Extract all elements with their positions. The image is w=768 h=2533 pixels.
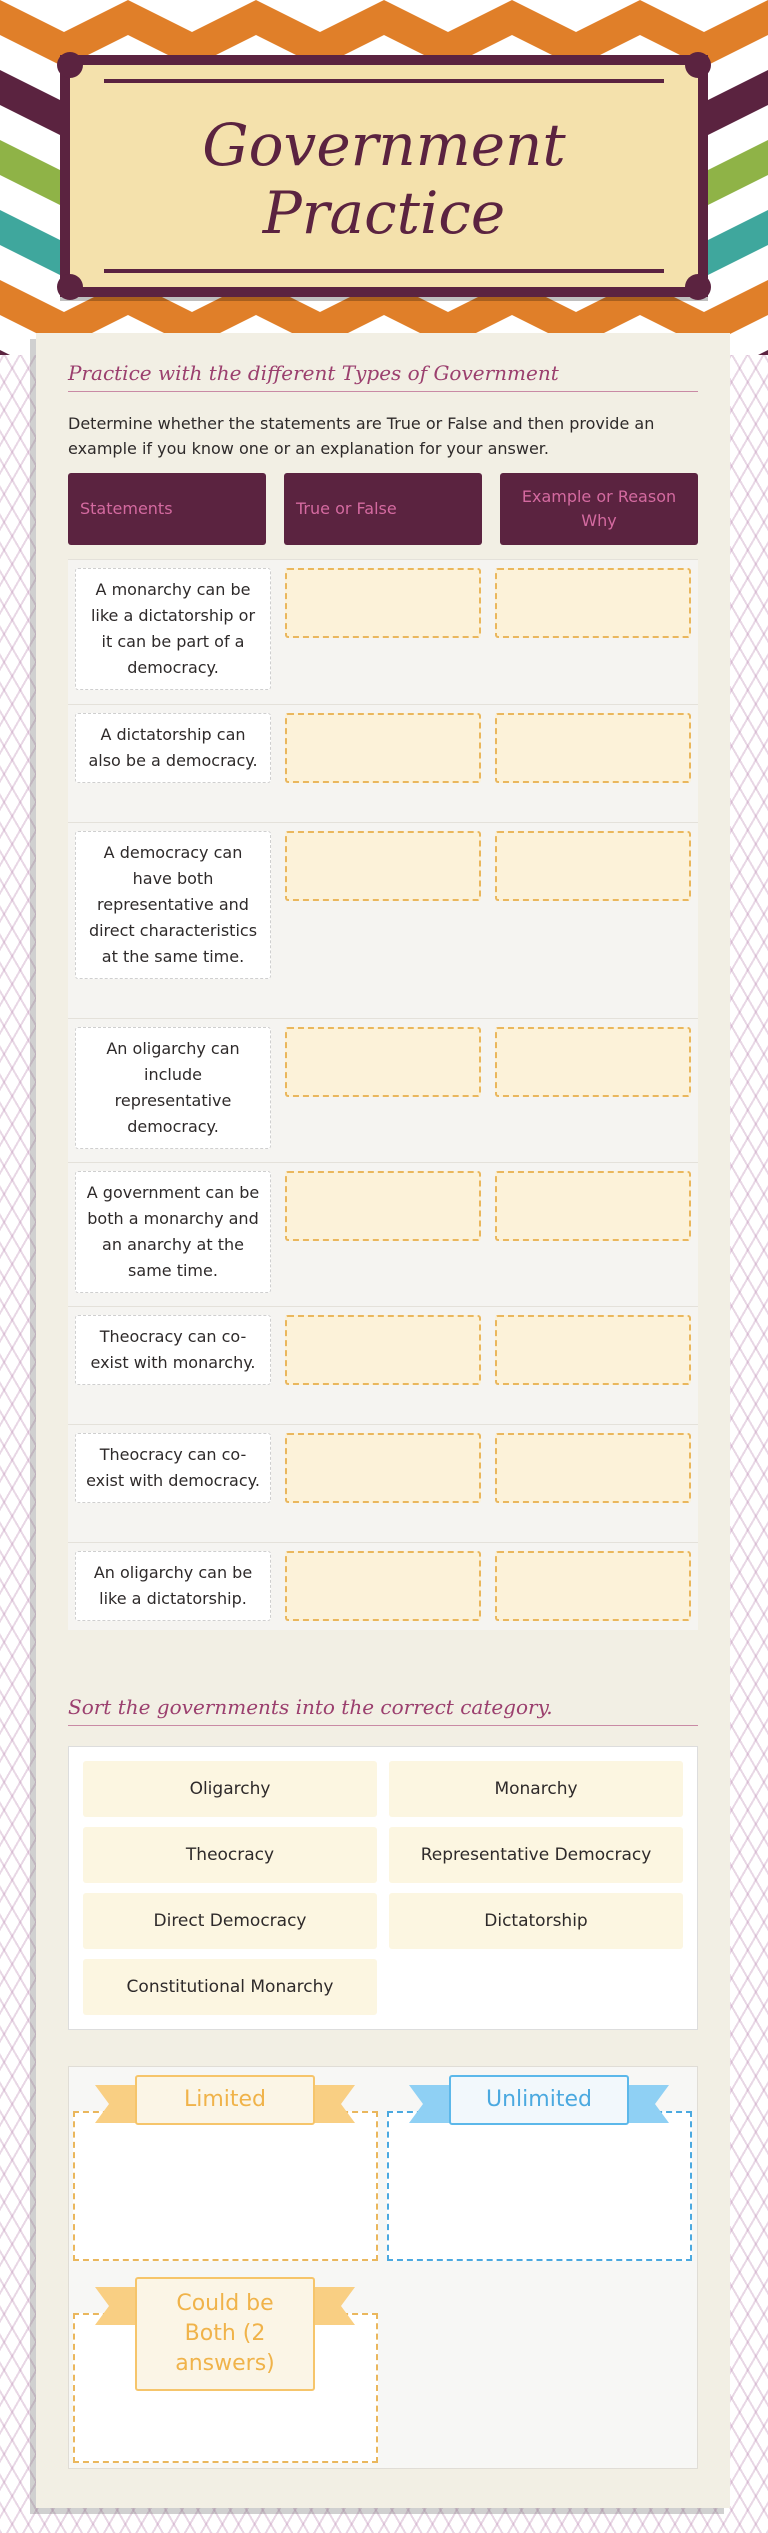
statement-cell: A dictatorship can also be a democracy. [75,713,271,783]
statement-cell: A democracy can have both representative and direct characteristics at the same time. [75,831,271,979]
title-card [60,55,708,297]
sort-item-oligarchy[interactable]: Oligarchy [83,1761,377,1817]
category-both-text: Could be Both (2 answers) [135,2277,315,2391]
category-label-unlimited [409,2075,669,2135]
example-input[interactable] [495,1171,691,1241]
sort-item-direct-democracy[interactable]: Direct Democracy [83,1893,377,1949]
category-limited-text: Limited [135,2075,315,2125]
page-title-line1: Government [202,111,566,179]
sort-item-theocracy[interactable]: Theocracy [83,1827,377,1883]
true-false-input[interactable] [285,1433,481,1503]
statement-cell: An oligarchy can include representative democracy. [75,1027,271,1149]
page-title-line2: Practice [262,179,506,247]
category-unlimited-text: Unlimited [449,2075,629,2125]
title-rule-bottom [104,269,664,273]
example-input[interactable] [495,568,691,638]
table-header [68,473,698,545]
example-input[interactable] [495,1433,691,1503]
table-body [68,559,698,1630]
column-header-example: Example or Reason Why [500,473,698,545]
category-drop-area [68,2066,698,2469]
statement-cell: Theocracy can co-exist with democracy. [75,1433,271,1503]
example-input[interactable] [495,831,691,901]
page-title [70,111,698,247]
true-false-table [68,473,698,1630]
section-title-sort: Sort the governments into the correct category. [68,1695,698,1726]
sort-item-representative-democracy[interactable]: Representative Democracy [389,1827,683,1883]
example-input[interactable] [495,1551,691,1621]
column-header-true-false: True or False [284,473,482,545]
true-false-input[interactable] [285,1315,481,1385]
corner-ornament [57,52,83,78]
corner-ornament [685,52,711,78]
sort-item-bank [68,1746,698,2030]
table-row [68,1018,698,1162]
true-false-input[interactable] [285,568,481,638]
example-input[interactable] [495,1027,691,1097]
corner-ornament [57,274,83,300]
column-header-statements: Statements [68,473,266,545]
worksheet-paper [36,333,730,2508]
table-row [68,704,698,822]
sort-item-monarchy[interactable]: Monarchy [389,1761,683,1817]
section-title-practice: Practice with the different Types of Government [68,361,698,392]
true-false-input[interactable] [285,713,481,783]
true-false-input[interactable] [285,1551,481,1621]
sort-item-constitutional-monarchy[interactable]: Constitutional Monarchy [83,1959,377,2015]
statement-cell: A government can be both a monarchy and an anarchy at the same time. [75,1171,271,1293]
title-rule-top [104,79,664,83]
statement-cell: Theocracy can co-exist with monarchy. [75,1315,271,1385]
table-row [68,1424,698,1542]
sort-item-dictatorship[interactable]: Dictatorship [389,1893,683,1949]
table-row [68,1306,698,1424]
category-label-both [95,2277,355,2397]
table-row [68,822,698,1018]
example-input[interactable] [495,1315,691,1385]
table-row [68,1542,698,1630]
true-false-input[interactable] [285,831,481,901]
true-false-input[interactable] [285,1171,481,1241]
table-row [68,559,698,704]
true-false-input[interactable] [285,1027,481,1097]
statement-cell: An oligarchy can be like a dictatorship. [75,1551,271,1621]
instructions-text: Determine whether the statements are True or False and then provide an example if you know one or an explanation for your answer. [68,414,655,458]
example-input[interactable] [495,713,691,783]
header-banner [0,0,768,355]
category-label-limited [95,2075,355,2135]
table-row [68,1162,698,1306]
corner-ornament [685,274,711,300]
statement-cell: A monarchy can be like a dictatorship or it can be part of a democracy. [75,568,271,690]
